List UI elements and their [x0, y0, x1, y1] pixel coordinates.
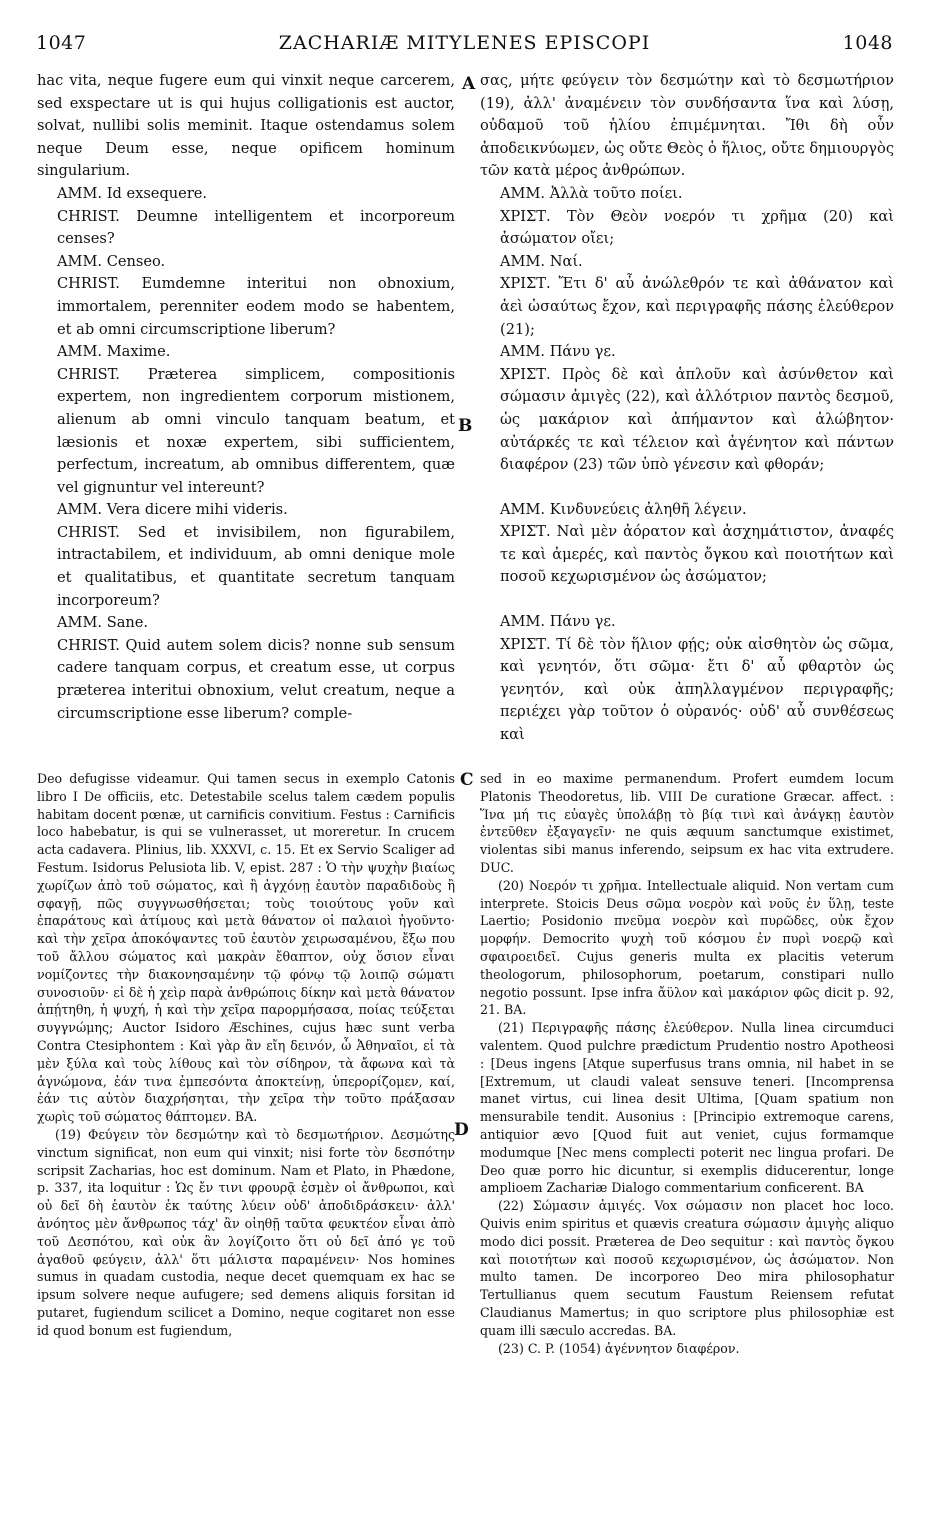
footnote-paragraph: (19) Φεύγειν τὸν δεσμώτην καὶ τὸ δεσμωτήριον. Δεσμώτης vinctum significat, non eum qui vinxit; nisi forte τὸν δεσπότην scripsit Zacharias, hoc est dominum. Nam et Plato, in Phædone, p. 337, ita loquitur : Ὡς ἔν τινι φρουρᾷ ἐσμὲν οἱ ἄνθρωποι, καὶ οὐ δεῖ δὴ ἑαυτὸν ἐκ ταύτης λύειν οὐδ' ἀποδιδράσκειν· ἀλλ' ἀνόητος μὲν ἄνθρωπος τάχ' ἂν οἰηθῇ ταῦτα φευκτέον εἶναι ἀπὸ τοῦ Δεσπότου, καὶ οὐκ ἂν λογίζοιτο ὅτι οὐ δεῖ ἀπό γε τοῦ ἀγαθοῦ φεύγειν, ἀλλ' ὅτι μάλιστα παραμένειν· Nos homines sumus in quadam custodia, neque decet quemquam ex hac se ipsum solvere neque aufugere; sed demens aliquis forsitan id putaret, fugiendum scilicet a Domino, neque cogitaret non esse id quod bonum est fugiendum,	[37, 1126, 455, 1338]
latin-paragraph: CHRIST. Quid autem solem dicis? nonne sub sensum cadere tanquam corpus, et creatum esse, ut corpus præterea interitui obnoxium, velut creatum, neque a circumscriptione esse liberum? comple-	[57, 636, 455, 722]
footnotes-right	[480, 770, 894, 1470]
margin-marker-a: A	[462, 74, 476, 94]
greek-paragraph: ΧΡΙΣΤ. Ἔτι δ' αὖ ἀνώλεθρόν τε καὶ ἀθάνατον καὶ ἀεὶ ὡσαύτως ἔχον, καὶ περιγραφῆς πάσης ἐλεύθερον (21);	[500, 275, 894, 338]
latin-paragraph: AMM. Vera dicere mihi videris.	[57, 501, 288, 519]
greek-paragraph: ΑΜΜ. Ναί.	[500, 252, 583, 270]
latin-paragraph: AMM. Maxime.	[57, 343, 171, 361]
margin-marker-b: B	[458, 416, 473, 436]
greek-paragraph: ΑΜΜ. Ἀλλὰ τοῦτο ποίει.	[500, 184, 683, 202]
latin-paragraph: AMM. Sane.	[57, 614, 149, 632]
latin-paragraph: AMM. Id exsequere.	[57, 184, 208, 202]
latin-paragraph: AMM. Censeo.	[57, 252, 166, 270]
greek-paragraph: ΧΡΙΣΤ. Ναὶ μὲν ἀόρατον καὶ ἀσχημάτιστον, ἀναφές τε καὶ ἀμερές, καὶ παντὸς ὄγκου καὶ ποιοτήτων καὶ ποσοῦ κεχωρισμένον ὡς ἀσώματον;	[500, 523, 894, 586]
footnote-paragraph: sed in eo maxime permanendum. Profert eumdem locum Platonis Theodoretus, lib. VIII De curatione Græcar. affect. : Ἵνα μή τις εὐαγὲς ὑπολάβῃ τὸ βίᾳ τινὶ καὶ ἀνάγκῃ ἑαυτὸν ἐντεῦθεν ἐξαγαγεῖν· ne quis æquum sanctumque existimet, violentas sibi manus inferendo, seipsum ex hac vita extrudere. DUC.	[480, 771, 894, 875]
greek-paragraph: σας, μήτε φεύγειν τὸν δεσμώτην καὶ τὸ δεσμωτήριον (19), ἀλλ' ἀναμένειν τὸν συνδήσαντα ἵνα καὶ λύσῃ, οὐδαμοῦ τοῦ ἡλίου ἐπιμέμνηται. Ἴθι δὴ οὖν ἀποδεικνύωμεν, ὡς οὔτε Θεὸς ὁ ἥλιος, οὔτε δημιουργὸς τῶν κατὰ μέρος ἀνθρώπων.	[480, 72, 894, 180]
greek-paragraph: ΑΜΜ. Πάνυ γε.	[500, 613, 616, 631]
spacer	[480, 589, 894, 611]
footnotes-left	[37, 770, 455, 1470]
footnote-paragraph: (21) Περιγραφῆς πάσης ἐλεύθερον. Nulla linea circumduci valentem. Quod pulchre prædictum Prudentio nostro Apotheosi : [Deus ingens [Atque superfusus trans omnia, nil habet in se [Extremum, ut claudi valeat sensuve teneri. [Incomprensa manet virtus, cui linea desit Ultima, [Quam spatium non mensurabile tendit. Ausonius : [Principio extremoque carens, antiquior ævo [Quod fuit aut veniet, cujus formamque modumque [Nec mens complecti poterit nec lingua profari. De Deo quæ porro hic dicuntur, si exemplis diducerentur, longe amplioem Zachariæ Dialogo commentarium conficerent. BA	[480, 1020, 894, 1196]
greek-paragraph: ΧΡΙΣΤ. Πρὸς δὲ καὶ ἁπλοῦν καὶ ἀσύνθετον καὶ σώμασιν ἀμιγὲς (22), καὶ ἀλλότριον παντὸς δεσμοῦ, ὡς μακάριον καὶ ἀπήμαντον καὶ ἀλώβητον· αὐτάρκές τε καὶ τέλειον καὶ ἀγένητον καὶ πάντων διαφέρον (23) τῶν ὑπὸ γένεσιν καὶ φθοράν;	[500, 365, 894, 474]
spacer	[480, 477, 894, 499]
footnote-paragraph: (20) Νοερόν τι χρῆμα. Intellectuale aliquid. Non vertam cum interprete. Stoicis Deus σῶμα νοερὸν καὶ νοῦς ἐν ὕλῃ, teste Laertio; Posidonio πνεῦμα νοερὸν καὶ πυρῶδες, οὐκ ἔχον μορφήν. Democrito ψυχὴ τοῦ κόσμου ἐν πυρὶ νοερῷ καὶ σφαιροειδεῖ. Cujus generis multa ex placitis veterum theologorum, philosophorum, poetarum, constipari nullo negotio possunt. Ipse infra ἄϋλον καὶ μακάριον φῶς dicit p. 92, 21. BA.	[480, 877, 894, 1018]
latin-column	[37, 70, 455, 760]
margin-marker-c: C	[460, 770, 474, 790]
latin-paragraph: CHRIST. Deumne intelligentem et incorporeum censes?	[57, 207, 455, 248]
latin-paragraph: hac vita, neque fugere eum qui vinxit neque carcerem, sed exspectare ut is qui hujus colligationis est auctor, solvat, nullibi solis meminit. Itaque ostendamus solem neque Deum esse, neque opificem hominum singularium.	[37, 72, 455, 180]
greek-paragraph: ΑΜΜ. Πάνυ γε.	[500, 343, 616, 361]
latin-paragraph: CHRIST. Sed et invisibilem, non figurabilem, intractabilem, et individuum, ab omni denique mole et qualitatibus, et quantitate secretum tanquam incorporeum?	[57, 523, 455, 609]
right-page-number: 1048	[842, 32, 893, 54]
latin-paragraph: CHRIST. Præterea simplicem, compositionis expertem, non ingredientem corporum mistionem, alienum ab omni vinculo tanquam beatum, et læsionis et noxæ expertem, sibi sufficientem, perfectum, increatum, ab omnibus differentem, quæ vel gignuntur vel intereunt?	[57, 365, 455, 496]
greek-paragraph: ΧΡΙΣΤ. Τί δὲ τὸν ἥλιον φῄς; οὐκ αἰσθητὸν ὡς σῶμα, καὶ γενητόν, ὅτι σῶμα· ἔτι δ' αὖ φθαρτὸν ὡς γενητόν, καὶ οὐκ ἀπηλλαγμένον περιγραφῆς; περιέχει γὰρ τοῦτον ὁ οὐρανός· οὐδ' αὖ συνθέσεως καὶ	[500, 635, 894, 744]
running-title: ZACHARIÆ MITYLENES EPISCOPI	[278, 32, 651, 54]
footnote-paragraph: Deo defugisse videamur. Qui tamen secus in exemplo Catonis libro I De officiis, etc. Detestabile scelus talem cædem populis habitam docent pœnæ, ut carnificis convitium. Festus : Carnificis loco habebatur, is qui se vulnerasset, ut moreretur. In crucem acta cadavera. Plinius, lib. XXXVI, c. 15. Et ex Servio Scaliger ad Festum. Isidorus Pelusiota lib. V, epist. 287 : Ὁ τὴν ψυχὴν βιαίως χωρίζων ἀπὸ τοῦ σώματος, καὶ ἢ ἀγχόνῃ ἑαυτὸν παραδιδοὺς ἢ σφαγῇ, πῶς συγγνωσθήσεται; τοὺς τοιούτους γοῦν καὶ ἐπαράτους καὶ ἀτίμους καὶ μετὰ θάνατον οἱ παλαιοὶ ἡγοῦντο· καὶ τὴν χεῖρα ἀποκόψαντες τοῦ ἑαυτὸν χειρωσαμένου, ἔξω που τοῦ ἄλλου σώματος καὶ μακρὰν ἔθαπτον, οὐχ ὅσιον εἶναι νομίζοντες τὴν διακονησαμένην τῷ φόνῳ τῷ λοιπῷ σώματι συνοσιοῦν· εἰ δὲ ἡ χεὶρ παρὰ ἀνθρώποις δίκην καὶ μετὰ θάνατον ἀπῄτηθη, ἡ ψυχή, ἡ καὶ τὴν χεῖρα παρορμήσασα, ποίας τεύξεται συγγνώμης; Auctor Isidoro Æschines, cujus hæc sunt verba Contra Ctesiphontem : Καὶ γὰρ ἂν εἴη δεινόν, ὦ Ἀθηναῖοι, εἰ τὰ μὲν ξύλα καὶ τοὺς λίθους καὶ τὸν σίδηρον, τὰ ἄφωνα καὶ τὰ ἀγνώμονα, ἐάν τινα ἐμπεσόντα ἀποκτείνῃ, ὑπερορίζομεν, καί, ἐάν τις αὐτὸν διαχρήσηται, τὴν χεῖρα τὴν τοῦτο πράξασαν χωρὶς τοῦ σώματος θάπτομεν. BA.	[37, 771, 455, 1125]
footnote-paragraph: (23) C. P. (1054) ἀγέννητον διαφέρον.	[498, 1340, 740, 1356]
margin-marker-d: D	[454, 1120, 469, 1140]
greek-paragraph: ΧΡΙΣΤ. Τὸν Θεὸν νοερόν τι χρῆμα (20) καὶ ἀσώματον οἴει;	[500, 207, 894, 248]
left-page-number: 1047	[36, 32, 87, 54]
greek-column	[480, 70, 894, 760]
greek-paragraph: ΑΜΜ. Κινδυνεύεις ἀληθῆ λέγειν.	[500, 500, 747, 518]
footnote-paragraph: (22) Σώμασιν ἀμιγές. Vox σώμασιν non placet hoc loco. Quivis enim spiritus et quævis creatura σώμασιν ἀμιγὴς aliquo modo dici possit. Præterea de Deo sequitur : καὶ παντὸς ὄγκου καὶ ποιοτήτων καὶ ποσοῦ κεχωρισμένον, ὡς ἀσώματον. Non multo tamen. De incorporeo Deo mira philosophatur Tertullianus quem secutum Faustum Reiensem refutat Claudianus Mamertus; in quo scriptore plus philosophiæ est quam illi sæculo accredas. BA.	[480, 1198, 894, 1338]
latin-paragraph: CHRIST. Eumdemne interitui non obnoxium, immortalem, perenniter eodem modo se habentem, et ab omni circumscriptione liberum?	[57, 275, 455, 338]
